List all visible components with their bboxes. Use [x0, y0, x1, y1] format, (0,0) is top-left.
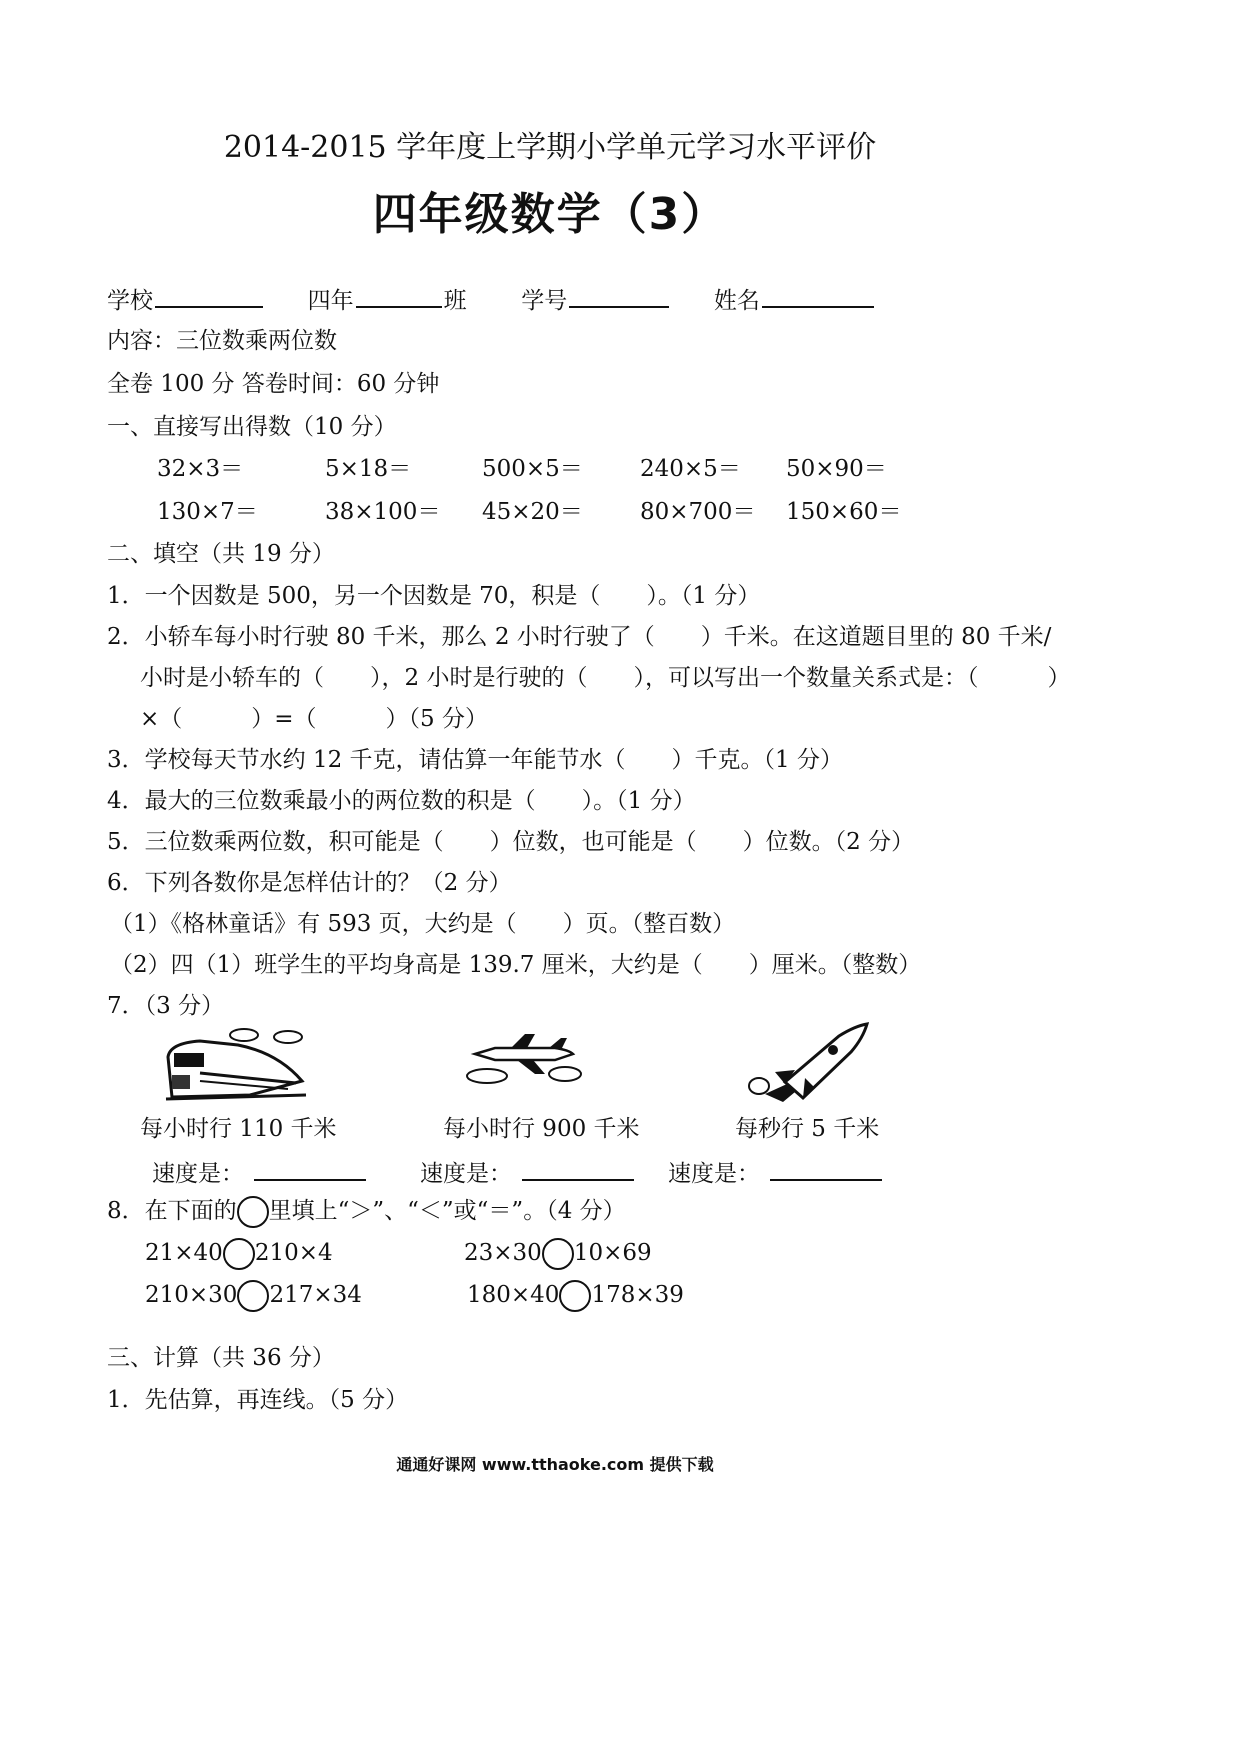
score-time-line: 全卷 100 分 答卷时间：60 分钟: [107, 371, 440, 397]
name-label: 姓名: [713, 288, 760, 314]
question-2-line1: 2．小轿车每小时行驶 80 千米，那么 2 小时行驶了（ ）千米。在这道题目里的 80 千米/: [107, 624, 1052, 650]
calc-item: 500×5＝: [482, 456, 583, 482]
compare-item: 23×30 10×69: [464, 1238, 652, 1270]
airplane-icon: [465, 1030, 593, 1092]
compare-item: 210×30 217×34: [145, 1280, 362, 1312]
content-line: 内容：三位数乘两位数: [107, 328, 337, 354]
compare-circle[interactable]: [559, 1280, 591, 1312]
student-info-line: [107, 284, 876, 315]
speed-blank[interactable]: [522, 1157, 634, 1181]
calc-item: 45×20＝: [482, 499, 583, 525]
class-label: 班: [443, 288, 467, 314]
number-label: 学号: [521, 288, 568, 314]
speed-label: 速度是：: [152, 1161, 244, 1187]
speed-blank[interactable]: [770, 1157, 882, 1181]
section2-heading: 二、填空（共 19 分）: [107, 541, 335, 567]
rocket-icon: [745, 1022, 869, 1104]
exam-subtitle: 2014-2015 学年度上学期小学单元学习水平评价: [223, 130, 877, 165]
grade-label: 四年: [307, 288, 354, 314]
school-label: 学校: [107, 288, 153, 314]
calc-item: 5×18＝: [325, 456, 412, 482]
q7-caption-airplane: 每小时行 900 千米: [443, 1116, 640, 1142]
section3-heading: 三、计算（共 36 分）: [107, 1345, 335, 1371]
calc-item: 50×90＝: [786, 456, 887, 482]
train-icon: [160, 1025, 308, 1105]
compare-circle[interactable]: [542, 1238, 574, 1270]
footer-source: 通通好课网 www.tthaoke.com 提供下载: [396, 1455, 714, 1474]
q7-caption-train: 每小时行 110 千米: [140, 1116, 337, 1142]
class-blank[interactable]: [356, 284, 442, 308]
calc-item: 240×5＝: [640, 456, 741, 482]
question-2-line3: ×（ ）=（ ）（5 分）: [140, 706, 488, 732]
question-4: 4．最大的三位数乘最小的两位数的积是（ ）。（1 分）: [107, 788, 696, 814]
circle-icon: [237, 1196, 269, 1228]
question-6: 6．下列各数你是怎样估计的？（2 分）: [107, 870, 512, 896]
calc-item: 32×3＝: [157, 456, 244, 482]
speed-blank[interactable]: [254, 1157, 366, 1181]
q7-speed-airplane: [420, 1157, 636, 1188]
number-blank[interactable]: [569, 284, 669, 308]
exam-title: 四年级数学（3）: [372, 189, 728, 240]
speed-label: 速度是：: [668, 1161, 760, 1187]
question-3: 3．学校每天节水约 12 千克，请估算一年能节水（ ）千克。（1 分）: [107, 747, 843, 773]
q7-speed-rocket: [668, 1157, 884, 1188]
q7-caption-rocket: 每秒行 5 千米: [735, 1116, 880, 1142]
school-blank[interactable]: [155, 284, 263, 308]
calc-item: 150×60＝: [786, 499, 902, 525]
question-1: 1．一个因数是 500，另一个因数是 70，积是（ ）。（1 分）: [107, 583, 761, 609]
compare-circle[interactable]: [237, 1280, 269, 1312]
calc-item: 130×7＝: [157, 499, 258, 525]
question-7: 7．（3 分）: [107, 993, 225, 1019]
calc-item: 38×100＝: [325, 499, 441, 525]
calc-item: 80×700＝: [640, 499, 756, 525]
question-2-line2: 小时是小轿车的（ ），2 小时是行驶的（ ），可以写出一个数量关系式是：（ ）: [140, 665, 1071, 691]
section3-question-1: 1．先估算，再连线。（5 分）: [107, 1387, 409, 1413]
compare-circle[interactable]: [223, 1238, 255, 1270]
q7-speed-train: [152, 1157, 368, 1188]
compare-item: 180×40 178×39: [467, 1280, 684, 1312]
compare-item: 21×40 210×4: [145, 1238, 333, 1270]
name-blank[interactable]: [762, 284, 874, 308]
question-6-2: （2）四（1）班学生的平均身高是 139.7 厘米，大约是（ ）厘米。（整数）: [110, 952, 922, 978]
section1-heading: 一、直接写出得数（10 分）: [107, 414, 397, 440]
speed-label: 速度是：: [420, 1161, 512, 1187]
question-5: 5．三位数乘两位数，积可能是（ ）位数，也可能是（ ）位数。（2 分）: [107, 829, 915, 855]
question-6-1: （1）《格林童话》有 593 页，大约是（ ）页。（整百数）: [110, 911, 736, 937]
question-8: 8．在下面的 里填上“＞”、“＜”或“＝”。（4 分）: [107, 1196, 626, 1228]
